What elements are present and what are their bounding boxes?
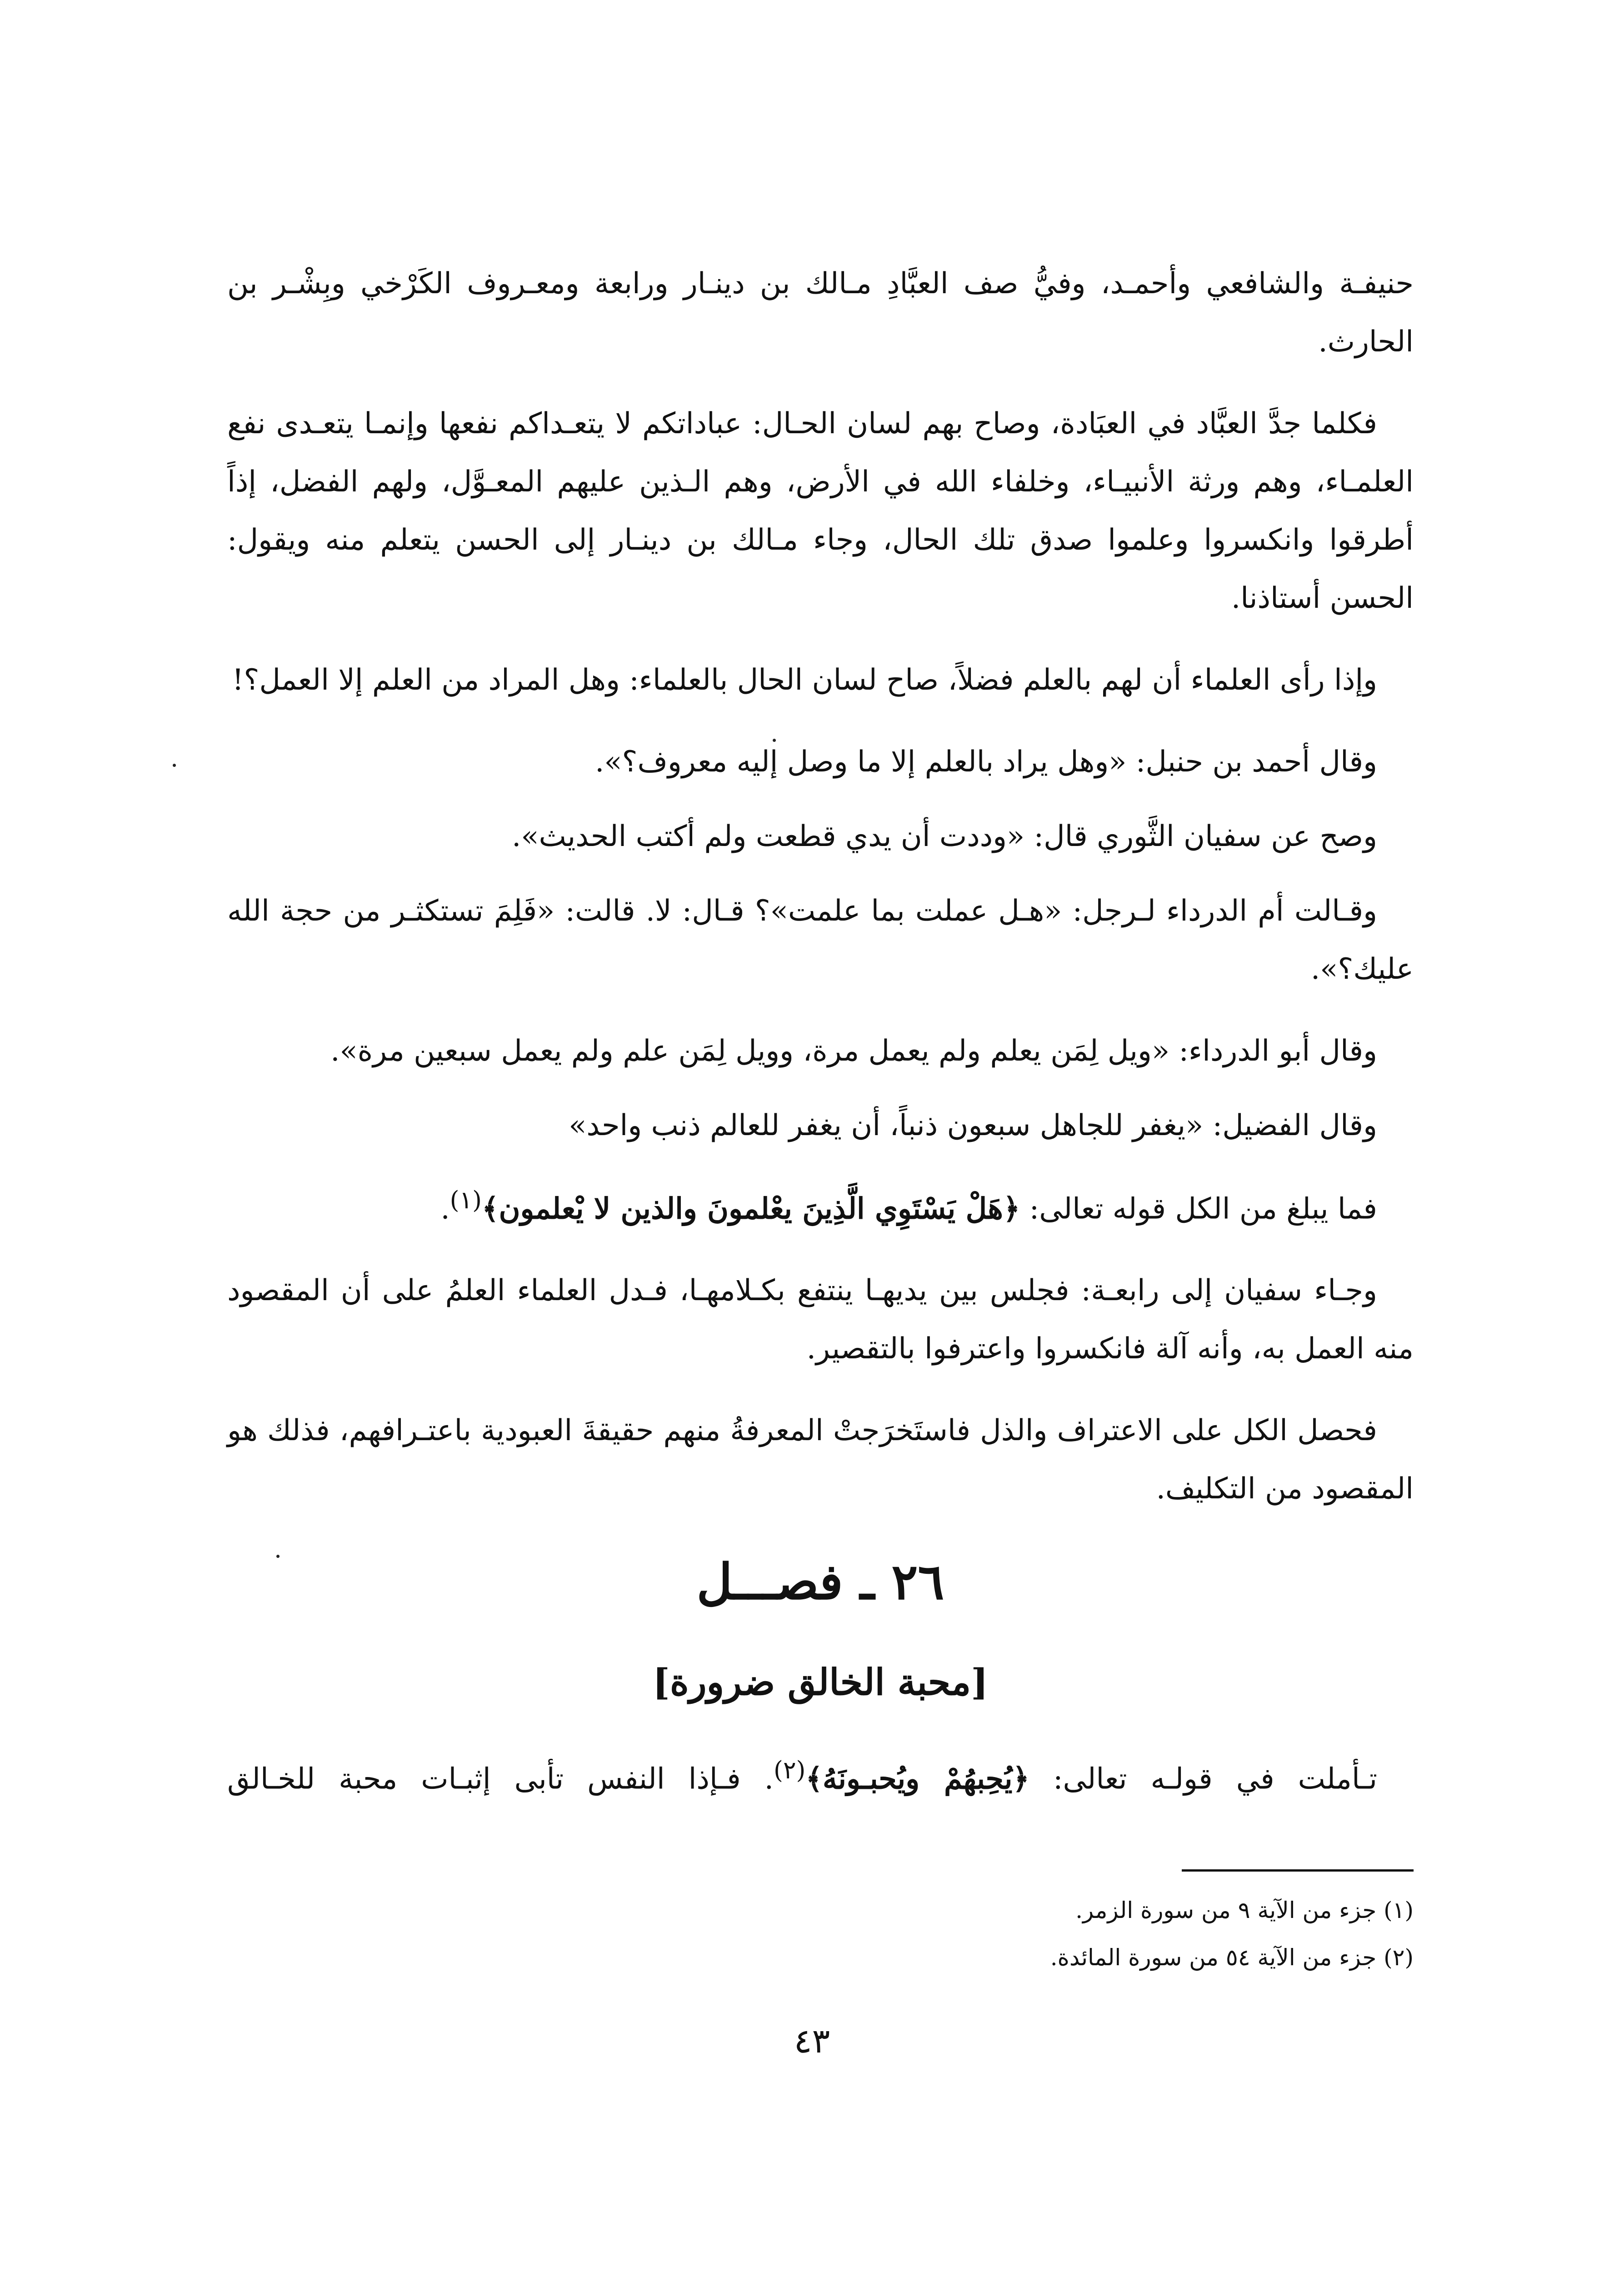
quran-verse-2: ﴿يُحِبهُمْ ويُحبـونَهُ﴾	[805, 1762, 1030, 1796]
paragraph-10: فحصل الكل على الاعتراف والذل فاستَخرَجتْ المعرفةُ منهم حقيقةَ العبودية باعتـرافهم، فذلك هو المقصود من التكليف.	[227, 1414, 1414, 1506]
footnote-1: (١) جزء من الآية ٩ من سورة الزمر.	[1075, 1897, 1414, 1923]
paragraph-4: وقال أحمد بن حنبل: «وهل يراد بالعلم إلا ما وصل إليه معروف؟».	[595, 745, 1377, 779]
paragraph-7: وقال أبو الدرداء: «ويل لِمَن يعلم ولم يعمل مرة، وويل لِمَن علم ولم يعمل سبعين مرة».	[330, 1034, 1377, 1068]
footnote-divider	[1182, 1869, 1414, 1872]
footnote-ref-1: (١)	[450, 1186, 482, 1214]
main-text	[227, 255, 1414, 1542]
footnote-2: (٢) جزء من الآية ٥٤ من سورة المائدة.	[1050, 1944, 1414, 1971]
last-continuation: . فـإذا النفس تأبى إثبـات محبة للخـالق	[227, 1762, 774, 1796]
paragraph-5: وصح عن سفيان الثَّوري قال: «وددت أن يدي قطعت ولم أكتب الحديث».	[511, 820, 1377, 853]
paragraph-8: وقال الفضيل: «يغفر للجاهل سبعون ذنباً، أن يغفر للعالم ذنب واحد»	[569, 1109, 1377, 1142]
scan-speck	[773, 739, 776, 742]
last-intro: تـأملت في قولـه تعالى:	[1029, 1762, 1378, 1796]
quran-verse: ﴿هَلْ يَسْتَوِي الَّذِينَ يعْلمونَ والذين لا يْعلمون﴾	[481, 1192, 1020, 1226]
paragraph-6: وقـالت أم الدرداء لـرجل: «هـل عملت بما علمت»؟ قـال: لا. قالت: «فَلِمَ تستكثـر من حجة الله عليك؟».	[227, 894, 1414, 986]
footnote-ref-2: (٢)	[774, 1756, 806, 1784]
paragraph-verse	[227, 1171, 1414, 1238]
paragraph-3: وإذا رأى العلماء أن لهم بالعلم فضلاً، صاح لسان الحال بالعلماء: وهل المراد من العلم إلا العمل؟!	[232, 663, 1377, 697]
scan-speck	[173, 764, 176, 767]
verse-intro: فما يبلغ من الكل قوله تعالى:	[1020, 1192, 1377, 1226]
paragraph-9: وجـاء سفيان إلى رابعـة: فجلس بين يديهـا ينتفع بكـلامهـا، فـدل العلماء العلمُ على أن المقصود منه العمل به، وأنه آلة فانكسروا واعترفوا بالتقصير.	[227, 1274, 1414, 1366]
section-subheading: [محبة الخالق ضرورة]	[653, 1661, 988, 1703]
page-number: ٤٣	[794, 2022, 830, 2061]
paragraph-1: حنيفـة والشافعي وأحمـد، وفيُّ صف العبَّادِ مـالك بن دينـار ورابعة ومعـروف الكَرْخي وبِشْـر بن الحارث.	[227, 267, 1414, 359]
paragraph-last	[227, 1741, 1414, 1808]
section-heading: ٢٦ ـ فصـــل	[696, 1553, 944, 1611]
footnotes	[227, 1887, 1414, 1981]
paragraph-2: فكلما جدَّ العبَّاد في العبَادة، وصاح بهم لسان الحـال: عباداتكم لا يتعـداكم نفعها وإنمـا يتعـدى نفع العلمـاء، وهم ورثة الأنبيـاء، وخلفاء الله في الأرض، وهم الـذين عليهم المعـوَّل، ولهم الفضل، إذاً أطرقوا وانكسروا وعلموا صدق تلك الحال، وجاء مـالك بن دينـار إلى الحسن يتعلم منه ويقول: الحسن أستاذنا.	[227, 407, 1414, 615]
scan-speck	[276, 1555, 280, 1558]
verse-end: .	[440, 1192, 450, 1226]
